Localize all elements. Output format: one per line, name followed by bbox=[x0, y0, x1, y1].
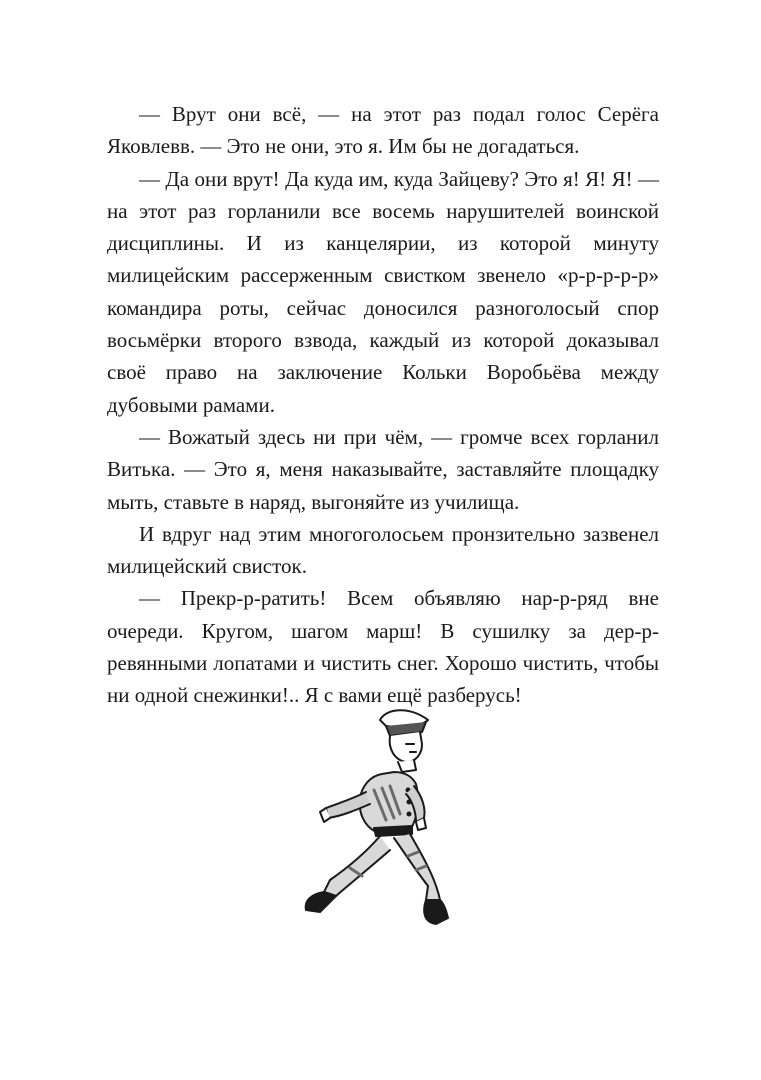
paragraph-3: — Вожатый здесь ни при чём, — громче всех горланил Витька. — Это я, меня наказывайте, заставляйте площадку мыть, ставьте в наряд, выгоняйте из училища. bbox=[107, 424, 659, 514]
front-leg bbox=[394, 834, 440, 900]
belt-shape bbox=[374, 826, 412, 836]
head-shape bbox=[390, 732, 422, 762]
paragraph-2: — Да они врут! Да куда им, куда Зайцеву? Это я! Я! Я! — на этот раз горланили все восемь нарушителей воинской дисциплины. И из канцелярии, из которой минуту милицейским рассерженным свистком звенело «р-р-р-р-р» командира роты, сейчас доносился разноголосый спор восьмёрки второго взвода, каждый из которой доказывал своё право на заключение Кольки Воробьёва между дубовыми рамами. bbox=[107, 166, 659, 417]
paragraph-4: И вдруг над этим многоголосьем пронзительно зазвенел милицейский свисток. bbox=[107, 521, 659, 579]
running-cadet-illustration bbox=[290, 700, 470, 940]
front-boot bbox=[424, 900, 448, 924]
back-boot bbox=[306, 892, 336, 912]
page-text bbox=[107, 98, 659, 712]
back-leg bbox=[324, 836, 390, 896]
paragraph-1: — Врут они всё, — на этот раз подал голос Серёга Яковлевв. — Это не они, это я. Им бы не догадаться. bbox=[107, 102, 659, 159]
paragraph-5: — Прекр-р-ратить! Всем объявляю нар-р-ряд вне очереди. Кругом, шагом марш! В сушилку за дер-р-ревянными лопатами и чистить снег. Хорошо чистить, чтобы ни одной снежинки!.. Я с вами ещё разберусь! bbox=[107, 586, 659, 708]
